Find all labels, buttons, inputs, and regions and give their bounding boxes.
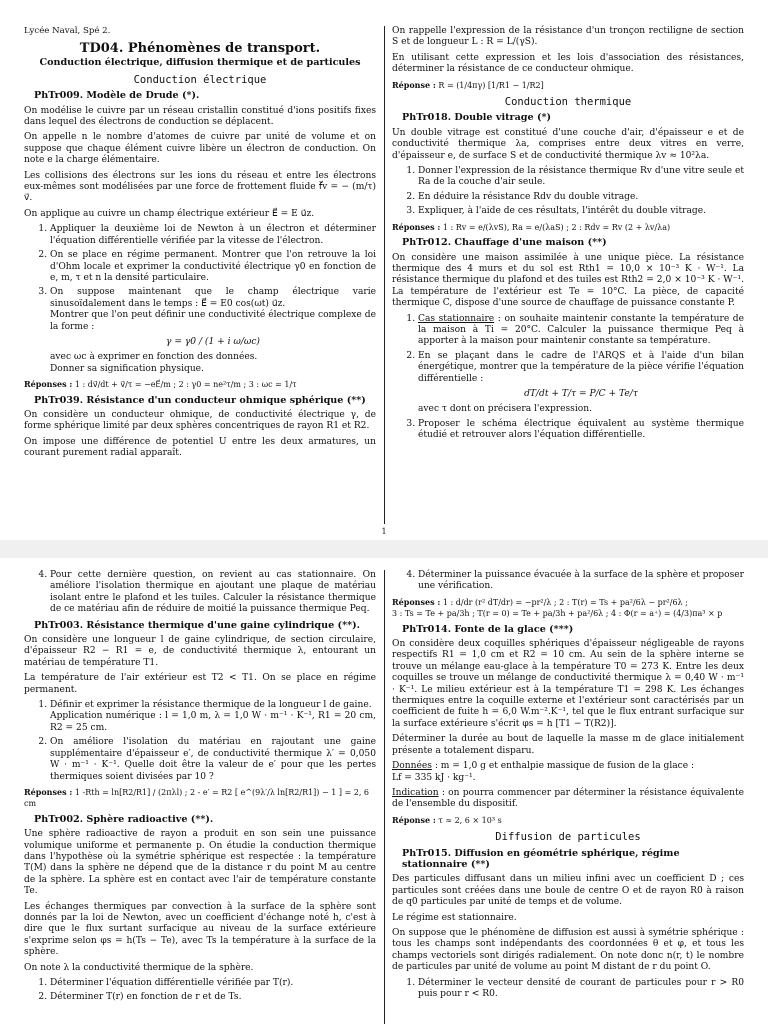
question-item: 2. On se place en régime permanent. Montrer que l'on retrouve la loi d'Ohm locale et exprimer la conductivité électrique γ0 en fonction de e, m, τ et n la densité particulaire.: [50, 250, 376, 284]
question-text: avec ωc à exprimer en fonction des données.: [50, 352, 258, 363]
paragraph: Déterminer la durée au bout de laquelle la masse m de glace initialement présente a totalement disparu.: [392, 734, 744, 756]
question-item: [418, 314, 744, 348]
paragraph: Les collisions des électrons sur les ions du réseau et entre les électrons eux-mêmes sont modélisées par une force de frottement fluide f⃗v = − (m/τ) v⃗.: [24, 170, 376, 204]
document-subtitle: Conduction électrique, diffusion thermique et de particules: [39, 57, 361, 69]
paragraph: Le régime est stationnaire.: [392, 912, 517, 923]
section-title-electrique: Conduction électrique: [133, 73, 267, 86]
paragraph-text: : on pourra commencer par déterminer la résistance équivalente de l'ensemble du dispositif.: [392, 787, 744, 810]
question-item: 1. Appliquer la deuxième loi de Newton à un électron et déterminer l'équation différentielle vérifiée par la vitesse de l'électron.: [50, 224, 376, 247]
question-item: [50, 700, 376, 734]
question-list-double-vitrage: [392, 166, 744, 218]
question-item: 4. Déterminer la puissance évacuée à la surface de la sphère et proposer une vérification.: [418, 570, 744, 593]
exercise-title-fonte-glace: PhTr014. Fonte de la glace (***): [402, 623, 574, 635]
question-text: Montrer que l'on peut définir une conductivité électrique complexe de la forme :: [50, 310, 376, 332]
hint-paragraph: [392, 788, 744, 811]
paragraph: On note λ la conductivité thermique de la sphère.: [24, 962, 254, 973]
answer-sphere: [392, 597, 744, 620]
question-text: avec τ dont on précisera l'expression.: [418, 404, 592, 415]
page-2-left-column: [24, 570, 376, 1008]
question-item: 2. On améliore l'isolation du matériau en rajoutant une gaine supplémentaire d'épaisseur e′, de conductivité thermique λ′ = 0,050 W · m⁻¹ · K⁻¹. Quelle doit être la valeur de e′ pour que les pertes thermiques soient divisées par 10 ?: [50, 737, 376, 783]
answer-label: Réponse :: [392, 79, 436, 90]
paragraph: On considère deux coquilles sphériques d'épaisseur négligeable de rayons respectifs R1 = 1,0 cm et R2 = 10 cm. Au sein de la sphère interne se trouve un mélange eau-glace à la température T0 = 273 K. Entre les deux coquilles se trouve un mélange de conductivité thermique λ = 0,40 W · m⁻¹ · K⁻¹. Le milieu extérieur est à la température T1 = 298 K. Les échanges thermiques entre la coquille externe et l'extérieur sont caractérisés par un coefficient de fuite h = 6,0 W.m⁻².K⁻¹, tel que le flux entrant surfacique sur la surface extérieure s'écrit φs = h [T1 − T(R2)].: [392, 639, 744, 729]
question-item: 1. Déterminer l'équation différentielle vérifiée par T(r).: [50, 978, 376, 989]
question-text: On suppose maintenant que le champ électrique varie sinusoïdalement dans le temps : E⃗ = E0 cos(ωt) u⃗z.: [50, 287, 376, 309]
paragraph: On rappelle l'expression de la résistance d'un tronçon rectiligne de section S et de longueur L : R = L/(γS).: [392, 26, 744, 48]
question-list-drude: [24, 224, 376, 375]
underlined-term: Cas stationnaire: [418, 313, 495, 324]
exercise-title-chauffage: PhTr012. Chauffage d'une maison (**): [402, 237, 607, 249]
equation-differential: dT/dt + T/τ = P/C + Te/τ: [524, 388, 638, 399]
paragraph: On considère un conducteur ohmique, de conductivité électrique γ, de forme sphérique limité par deux sphères concentriques de rayon R1 et R2.: [24, 409, 376, 432]
section-title-diffusion: Diffusion de particules: [495, 831, 641, 844]
exercise-title-diffusion-spherique: PhTr015. Diffusion en géométrie sphérique, régime stationnaire (**): [402, 847, 680, 870]
data-paragraph: [392, 761, 744, 784]
answer-label: Réponses :: [392, 596, 441, 607]
question-list-chauffage: [392, 314, 744, 442]
question-list-gaine: [24, 700, 376, 783]
answer-text: τ ≈ 2, 6 × 10³ s: [438, 815, 502, 825]
underlined-term: Données: [392, 761, 432, 772]
question-text: : on souhaite maintenir constante la température de la maison à Ti = 20°C. Calculer la puissance thermique Peq à apporter à la maison pour maintenir constante sa température.: [418, 313, 744, 347]
answer-label: Réponses :: [392, 221, 441, 232]
question-text: Donner sa signification physique.: [50, 363, 204, 374]
section-title-thermique: Conduction thermique: [504, 96, 632, 109]
question-list-sphere-continued: [392, 570, 744, 593]
paragraph: On considère une maison assimilée à une unique pièce. La résistance thermique des 4 murs et du sol est Rth1 = 10,0 × 10⁻³ K · W⁻¹. La résistance thermique du plafond et des tuiles est Rth2 = 2,0 × 10⁻³ K · W⁻¹. La température de l'extérieur est Te = 10°C. La pièce, de capacité thermique C, dispose d'une source de chauffage de puissance constante P.: [392, 252, 744, 309]
paragraph: On considère une longueur l de gaine cylindrique, de section circulaire, d'épaisseur R2 − R1 = e, de conductivité thermique λ, entourant un matériau de température T1.: [24, 635, 376, 668]
answer-text: 1 : d/dr (r² dT/dr) = −pr²/λ ; 2 : T(r) = Ts + pa²/6λ − pr²/6λ ;: [442, 597, 688, 607]
question-list-chauffage-continued: [24, 570, 376, 616]
paragraph: Une sphère radioactive de rayon a produit en son sein une puissance volumique uniforme et permanente p. On étudie la conduction thermique dans l'hypothèse où la symétrie sphérique est respectée : la température T(M) dans la sphère ne dépend que de la distance r du point M au centre de la sphère. La sphère est en contact avec l'air de température constante Te.: [24, 829, 376, 897]
paragraph: Les échanges thermiques par convection à la surface de la sphère sont donnés par la loi de Newton, avec un coefficient d'échange noté h, c'est à dire que le flux surtant surfacique au niveau de la surface extérieure s'exprime selon φs = h(Ts − Te), avec Ts la température à la surface de la sphère.: [24, 901, 376, 958]
paragraph: En utilisant cette expression et les lois d'association des résistances, déterminer la résistance de ce conducteur ohmique.: [392, 52, 744, 75]
answer-text: 1 : dv⃗/dt + v⃗/τ = −eE⃗/m ; 2 : γ0 = ne²τ/m ; 3 : ωc = 1/τ: [74, 380, 297, 390]
question-item: 2. En déduire la résistance Rdv du double vitrage.: [418, 192, 744, 203]
exercise-title-sphere-radioactive: PhTr002. Sphère radioactive (**).: [34, 813, 214, 825]
answer-double-vitrage: [392, 222, 744, 233]
question-text: Application numérique : l = 1,0 m, λ = 1,0 W · m⁻¹ · K⁻¹, R1 = 20 cm, R2 = 25 cm.: [50, 711, 376, 733]
question-item: 3. Expliquer, à l'aide de ces résultats, l'intérêt du double vitrage.: [418, 206, 744, 217]
paragraph: Un double vitrage est constitué d'une couche d'air, d'épaisseur e et de conductivité thermique λa, comprises entre deux vitres en verre, d'épaisseur e, de surface S et de conductivité thermique λv ≈ 10²λa.: [392, 127, 744, 161]
paragraph: On suppose que le phénomène de diffusion est aussi à symétrie sphérique : tous les champs sont indépendants des coordonnées θ et φ, et tous les champs vectoriels sont dirigés radialement. On note donc n(r, t) le nombre de particules par unité de volume au point M distant de r du point O.: [392, 927, 744, 973]
paragraph-text: Lf = 335 kJ · kg⁻¹.: [392, 772, 476, 783]
paragraph: On impose une différence de potentiel U entre les deux armatures, un courant purement radial apparaît.: [24, 436, 376, 459]
equation-complex-conductivity: γ = γ0 / (1 + i ω/ωc): [166, 336, 260, 347]
exercise-title-gaine-cylindrique: PhTr003. Résistance thermique d'une gaine cylindrique (**).: [34, 619, 361, 631]
column-separator: [384, 26, 385, 524]
question-item: 1. Donner l'expression de la résistance thermique Rv d'une vitre seule et Ra de la couche d'air seule.: [418, 166, 744, 189]
page-1-left-column: [24, 26, 376, 464]
school-name: Lycée Naval, Spé 2.: [24, 26, 111, 36]
paragraph: On modélise le cuivre par un réseau cristallin constitué d'ions positifs fixes dans lequel des électrons de conduction se déplacent.: [24, 105, 376, 128]
page-1-right-column: [392, 26, 744, 446]
question-item: 3. Proposer le schéma électrique équivalent au système thermique étudié et retrouver alors l'équation différentielle.: [418, 419, 744, 442]
question-item: 2. Déterminer T(r) en fonction de r et de Ts.: [50, 992, 376, 1003]
answer-gaine: [24, 787, 376, 810]
paragraph: On appelle n le nombre d'atomes de cuivre par unité de volume et on suppose que chaque élément cuivre libère un électron de conduction. On note e la charge élémentaire.: [24, 132, 376, 166]
answer-text: 3 : Ts = Te + pa/3h ; T(r = 0) = Te + pa/3h + pa²/6λ ; 4 : Φ(r = a⁺) = (4/3)πa³ × p: [392, 609, 723, 619]
question-list-sphere: [24, 978, 376, 1004]
paragraph: Des particules diffusant dans un milieu infini avec un coefficient D ; ces particules sont créées dans une boule de centre O et de rayon R0 à raison de q0 particules par unité de temps et de volume.: [392, 874, 744, 908]
answer-spherical-resistance: [392, 80, 744, 91]
question-list-diffusion: [392, 978, 744, 1001]
answer-text: 1 -Rth = ln[R2/R1] / (2πλl) ; 2 - e′ = R2 [ e^(9λ′/λ ln[R2/R1]) − 1 ] = 2, 6 cm: [24, 787, 370, 809]
question-text: En se plaçant dans le cadre de l'ARQS et à l'aide d'un bilan énergétique, montrer que la température de la pièce vérifie l'équation différentielle :: [418, 350, 744, 384]
question-text: Définir et exprimer la résistance thermique de la longueur l de gaine.: [50, 700, 372, 711]
page-2: [0, 558, 768, 1024]
question-item: 1. Déterminer le vecteur densité de courant de particules pour r > R0 puis pour r < R0.: [418, 978, 744, 1001]
answer-drude: [24, 379, 376, 390]
paragraph-text: : m = 1,0 g et enthalpie massique de fusion de la glace :: [431, 761, 695, 772]
paragraph: On applique au cuivre un champ électrique extérieur E⃗ = E u⃗z.: [24, 208, 315, 219]
exercise-title-double-vitrage: PhTr018. Double vitrage (*): [402, 112, 552, 124]
answer-fonte-glace: [392, 815, 744, 826]
answer-text: R = (1/4πγ) [1/R1 − 1/R2]: [438, 80, 544, 90]
column-separator: [384, 570, 385, 1024]
underlined-term: Indication: [392, 787, 439, 798]
document-title: TD04. Phénomènes de transport.: [79, 41, 321, 57]
answer-label: Réponse :: [392, 814, 436, 825]
exercise-title-drude: PhTr009. Modèle de Drude (*).: [34, 90, 200, 102]
question-item: [50, 287, 376, 375]
question-item: [418, 351, 744, 416]
question-item: 4. Pour cette dernière question, on revient au cas stationnaire. On améliore l'isolation thermique en ajoutant une plaque de matériau isolant entre le plafond et les tuiles. Calculer la résistance thermique de ce matériau afin de réduire de moitié la puissance thermique Peq.: [50, 570, 376, 616]
page-number: 1: [381, 527, 387, 536]
page-2-right-column: [392, 570, 744, 1004]
exercise-title-spherical-resistance: PhTr039. Résistance d'un conducteur ohmique sphérique (**): [34, 394, 366, 406]
paragraph: La température de l'air extérieur est T2 < T1. On se place en régime permanent.: [24, 673, 376, 695]
answer-label: Réponses :: [24, 379, 73, 390]
answer-label: Réponses :: [24, 786, 73, 797]
answer-text: 1 : Rv = e/(λvS), Ra = e/(λaS) ; 2 : Rdv = Rv (2 + λv/λa): [442, 222, 671, 232]
